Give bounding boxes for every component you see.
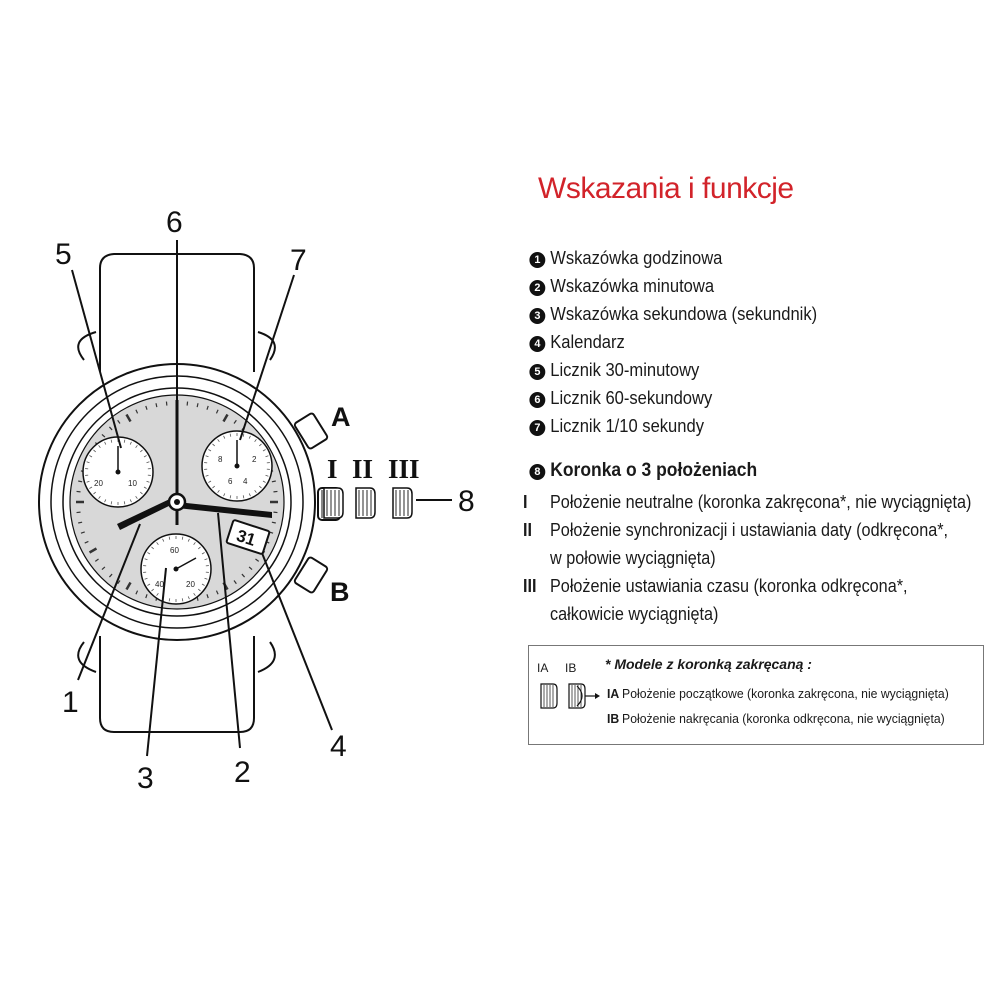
crown-position-item [523, 516, 949, 544]
list-item [530, 356, 817, 384]
crown-position-i-label: I [327, 454, 338, 484]
screw-down-crown-icon [533, 676, 601, 716]
crown-position-iii-label: III [388, 454, 420, 484]
list-item-label: Licznik 1/10 sekundy [550, 416, 704, 436]
subdial-right-label-8: 8 [218, 455, 223, 464]
position-code: I [523, 492, 528, 512]
number-badge: 6 [529, 392, 545, 408]
callout-6: 6 [166, 206, 183, 239]
position-code: II [523, 520, 533, 540]
minute-tick [272, 481, 276, 482]
note-row-ib [607, 711, 945, 726]
number-badge: 4 [529, 336, 545, 352]
list-item-label: Wskazówka sekundowa (sekundnik) [550, 304, 818, 324]
list-item [530, 244, 817, 272]
callout-7: 7 [290, 244, 307, 277]
list-item [530, 412, 817, 440]
crown-position-item-continued [523, 544, 946, 572]
subdial-bottom-label-40: 40 [155, 580, 164, 589]
list-item [530, 272, 817, 300]
note-row-ia [607, 686, 949, 701]
section-title: Wskazania i funkcje [538, 172, 794, 205]
minute-tick [197, 403, 198, 407]
note-label-ib: IB [565, 661, 577, 675]
crown-position-item [523, 488, 972, 516]
subdial-bottom-label-60: 60 [170, 546, 179, 555]
list-item-label: Licznik 60-sekundowy [550, 388, 713, 408]
position-text: całkowicie wyciągnięta) [550, 604, 719, 624]
note-row-code: IA [607, 686, 620, 701]
screw-down-note-box [528, 645, 984, 745]
list-item-label: Wskazówka godzinowa [550, 248, 723, 268]
callout-3: 3 [137, 762, 154, 795]
subdial-left-label-20: 20 [94, 479, 103, 488]
subdial-right-label-4: 4 [243, 477, 248, 486]
position-text: Położenie ustawiania czasu (koronka odkręcona*, [550, 576, 908, 596]
functions-list [530, 244, 842, 440]
pusher-a-label: A [331, 402, 351, 432]
list-item-label: Licznik 30-minutowy [550, 360, 700, 380]
crown-heading-label: Koronka o 3 położeniach [550, 460, 758, 481]
list-item-label: Kalendarz [550, 332, 625, 352]
crown-position-item-continued [523, 600, 946, 628]
subdial-bottom-label-20: 20 [186, 580, 195, 589]
pusher-b-label: B [330, 577, 350, 607]
callout-8: 8 [458, 485, 475, 518]
subdial-left-label-10: 10 [128, 479, 137, 488]
callout-5: 5 [55, 238, 72, 271]
subdial-right-label-6: 6 [228, 477, 233, 486]
position-code: III [523, 576, 537, 596]
minute-tick [78, 481, 82, 482]
minute-tick [272, 522, 276, 523]
crown-position-ii-label: II [352, 454, 374, 484]
minute-tick [156, 403, 157, 407]
number-badge: 7 [529, 420, 545, 436]
position-text: Położenie synchronizacji i ustawiania daty (odkręcona*, [550, 520, 949, 540]
note-label-ia: IA [537, 661, 549, 675]
list-item [530, 328, 817, 356]
number-badge: 1 [529, 252, 545, 268]
crown-heading [530, 460, 757, 482]
number-badge: 2 [529, 280, 545, 296]
date-value: 31 [234, 525, 259, 550]
number-badge: 8 [529, 464, 545, 480]
position-text: w połowie wyciągnięta) [550, 548, 716, 568]
list-item [530, 300, 817, 328]
list-item-label: Wskazówka minutowa [550, 276, 715, 296]
list-item [530, 384, 817, 412]
callout-1: 1 [62, 686, 79, 719]
note-row-text: Położenie początkowe (koronka zakręcona, nie wyciągnięta) [622, 686, 949, 701]
crown-position-item [523, 572, 946, 600]
callout-2: 2 [234, 756, 251, 789]
note-row-code: IB [607, 711, 620, 726]
subdial-right-label-2: 2 [252, 455, 257, 464]
position-text: Położenie neutralne (koronka zakręcona*, nie wyciągnięta) [550, 492, 972, 512]
note-heading: * Modele z koronką zakręcaną : [605, 656, 812, 672]
number-badge: 5 [529, 364, 545, 380]
note-row-text: Położenie nakręcania (koronka odkręcona, nie wyciągnięta) [622, 711, 945, 726]
crown-positions-list [523, 488, 993, 628]
number-badge: 3 [529, 308, 545, 324]
minute-tick [78, 522, 82, 523]
callout-4: 4 [330, 730, 347, 763]
